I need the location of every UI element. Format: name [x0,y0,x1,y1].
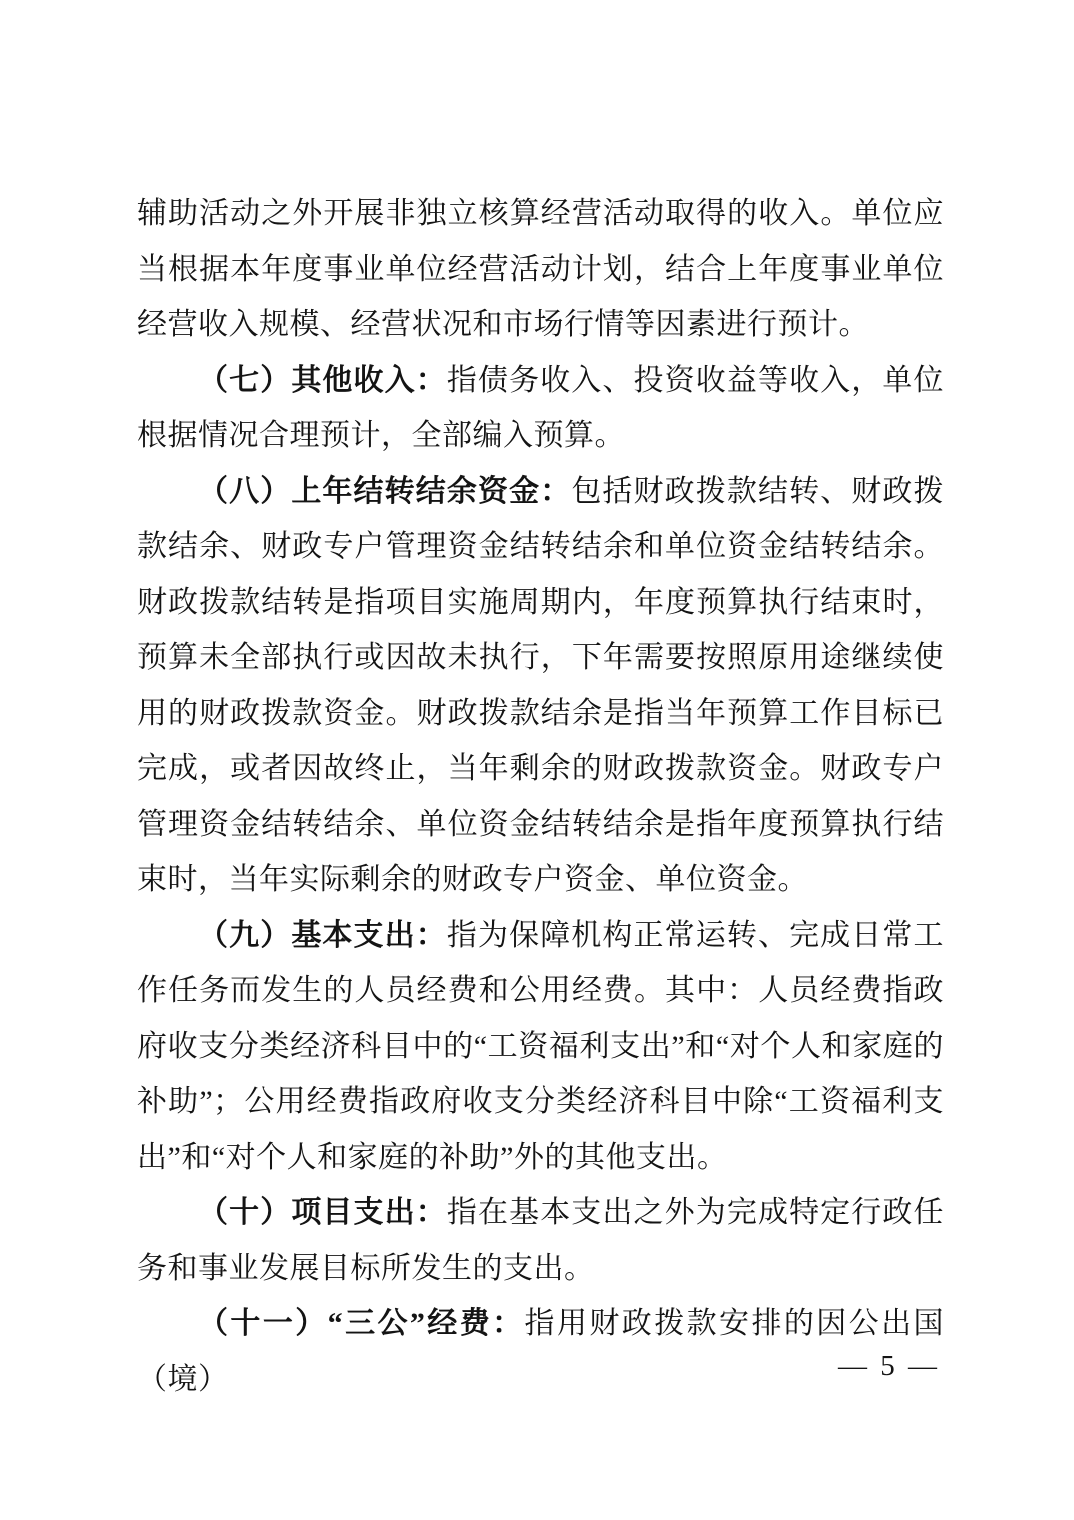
paragraph [137,353,944,464]
document-body-text [137,186,944,1407]
paragraph [137,1185,944,1296]
paragraph-body: 指在基本支出之外为完成特定行政任务和事业发展目标所发生的支出。 [137,1196,945,1285]
paragraph-body: 指为保障机构正常运转、完成日常工作任务而发生的人员经费和公用经费。其中：人员经费指政府收支分类经济科目中的“工资福利支出”和“对个人和家庭的补助”；公用经费指政府收支分类经济科目中除“工资福利支出”和“对个人和家庭的补助”外的其他支出。 [137,918,945,1174]
paragraph-heading: （八）上年结转结余资金： [198,474,572,508]
paragraph-heading: （十一）“三公”经费： [198,1307,525,1340]
paragraph [137,186,944,353]
paragraph [137,908,944,1186]
paragraph-body: 包括财政拨款结转、财政拨款结余、财政专户管理资金结转结余和单位资金结转结余。财政拨款结转是指项目实施周期内，年度预算执行结束时，预算未全部执行或因故未执行，下年需要按照原用途继续使用的财政拨款资金。财政拨款结余是指当年预算工作目标已完成，或者因故终止，当年剩余的财政拨款资金。财政专户管理资金结转结余、单位资金结转结余是指年度预算执行结束时，当年实际剩余的财政专户资金、单位资金。 [137,474,945,896]
paragraph-heading: （十）项目支出： [198,1196,447,1229]
paragraph [137,1296,944,1407]
paragraph-heading: （九）基本支出： [198,918,447,952]
paragraph-heading: （七）其他收入： [198,363,447,397]
paragraph-body: 指债务收入、投资收益等收入，单位根据情况合理预计，全部编入预算。 [137,363,945,452]
paragraph-body: 辅助活动之外开展非独立核算经营活动取得的收入。单位应当根据本年度事业单位经营活动计划，结合上年度事业单位经营收入规模、经营状况和市场行情等因素进行预计。 [137,197,944,341]
paragraph [137,464,944,908]
page-number: — 5 — [838,1350,940,1382]
paragraph-body: 指用财政拨款安排的因公出国（境） [137,1307,945,1396]
